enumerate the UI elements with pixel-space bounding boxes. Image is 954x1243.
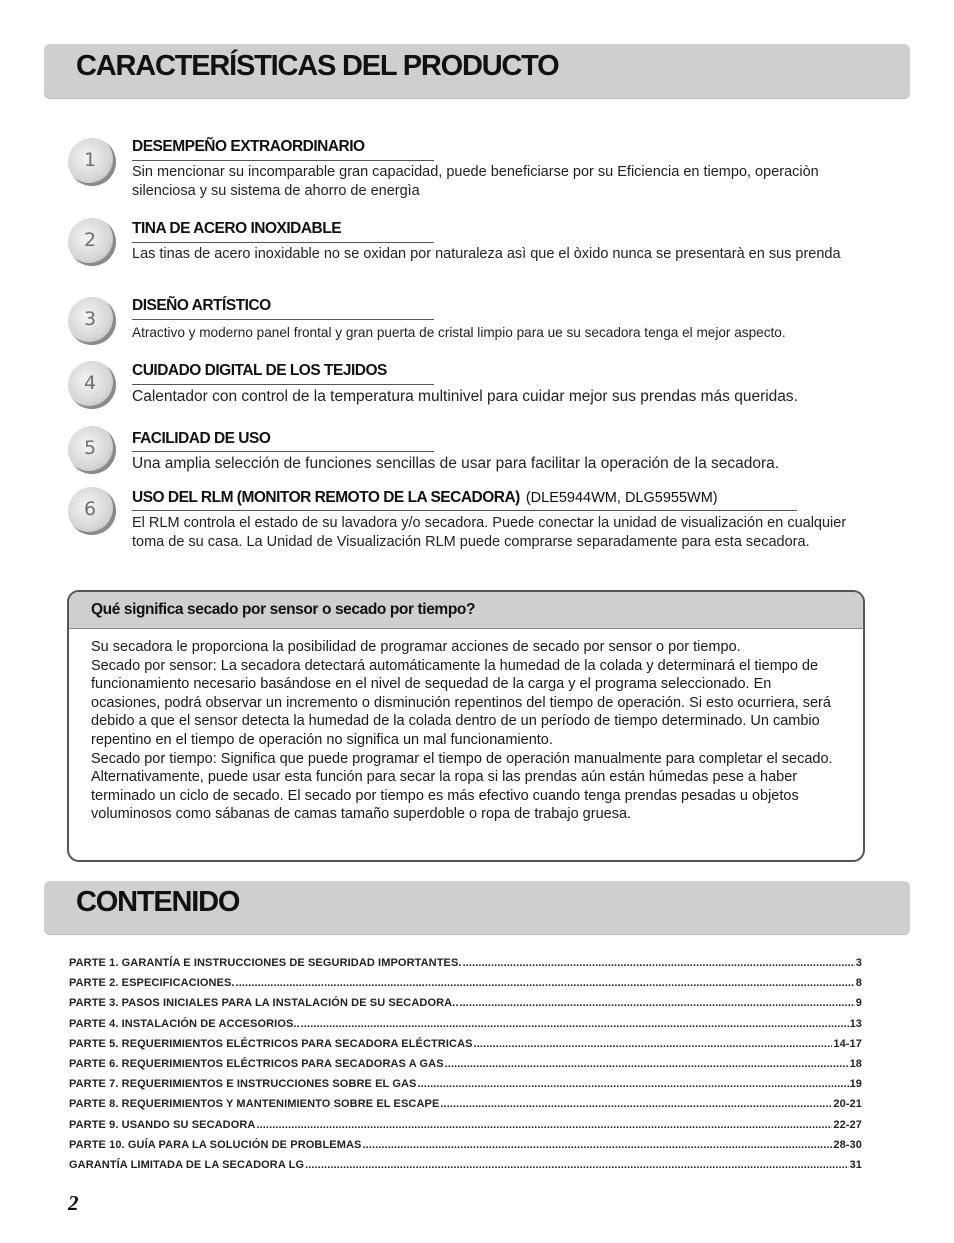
dot-leader xyxy=(362,1139,832,1151)
toc-label: PARTE 6. REQUERIMIENTOS ELÉCTRICOS PARA SECADORAS A GAS xyxy=(69,1057,444,1070)
heading-underline xyxy=(132,384,434,385)
toc-label: PARTE 1. GARANTÍA E INSTRUCCIONES DE SEGURIDAD IMPORTANTES. xyxy=(69,957,462,969)
dot-leader xyxy=(305,1159,848,1171)
toc-entry[interactable] xyxy=(69,957,862,977)
toc-page: 20-21 xyxy=(833,1098,862,1111)
info-box xyxy=(67,590,865,862)
toc-page: 3 xyxy=(855,957,862,969)
dot-leader xyxy=(460,997,855,1009)
info-paragraph: Secado por tiempo: Significa que puede programar el tiempo de operación manualmente para completar el secado. Alternativamente, puede usar esta función para secar la ropa si las prendas aún están húmedas pese a haber terminado un ciclo de secado. El secado por tiempo es más efectivo cuando tenga prendas pesadas u objetos voluminosos como sábanas de camas tamaño superdoble o ropa de trabajo gruesa. xyxy=(91,750,833,823)
toc-entry[interactable] xyxy=(69,1038,862,1058)
feature-description: Una amplia selección de funciones sencillas de usar para facilitar la operación de la secadora. xyxy=(132,455,780,472)
toc-page: 13 xyxy=(849,1017,862,1030)
feature-description: Atractivo y moderno panel frontal y gran puerta de cristal limpio para ue su secadora tenga el mejor aspecto. xyxy=(132,325,786,340)
dot-leader xyxy=(301,1018,849,1030)
features-title: CARACTERÍSTICAS DEL PRODUCTO xyxy=(76,50,559,82)
feature-description: El RLM controla el estado de su lavadora y/o secadora. Puede conectar la unidad de visualización en cualquier toma de su casa. La Unidad de Visualización RLM puede comprarse separadamente para esta secadora. xyxy=(132,515,847,550)
number-badge: 6 xyxy=(68,487,116,535)
contents-title: CONTENIDO xyxy=(76,886,240,918)
toc-label: PARTE 3. PASOS INICIALES PARA LA INSTALACIÓN DE SU SECADORA.. xyxy=(69,997,459,1010)
toc-entry[interactable] xyxy=(69,1098,862,1118)
toc-entry[interactable] xyxy=(69,1139,862,1159)
info-paragraph: Secado por sensor: La secadora detectará automáticamente la humedad de la colada y determinará el tiempo de funcionamiento necesario basándose en el nivel de sequedad de la carga y el programa seleccionado. En ocasiones, podrá observar un incremento o disminución repentinos del tiempo de operación. Si esto ocurriera, será debido a que el sensor detecta la humedad de la colada dentro de un período de tiempo determinado. Un cambio repentino en el tiempo de operación no significa un mal funcionamiento. xyxy=(91,657,831,748)
toc-page: 9 xyxy=(855,997,862,1010)
feature-heading: DISEÑO ARTÍSTICO xyxy=(132,297,271,314)
dot-leader xyxy=(236,977,855,989)
feature-heading: CUIDADO DIGITAL DE LOS TEJIDOS xyxy=(132,362,387,379)
toc-entry[interactable] xyxy=(69,1018,862,1038)
toc-entry[interactable] xyxy=(69,1078,862,1098)
heading-underline xyxy=(132,451,434,452)
number-badge: 4 xyxy=(68,361,116,409)
info-box-body xyxy=(91,638,841,824)
feature-heading: TINA DE ACERO INOXIDABLE xyxy=(132,220,342,237)
toc-label: PARTE 2. ESPECIFICACIONES. xyxy=(69,977,235,990)
dot-leader xyxy=(445,1058,849,1070)
toc-label: GARANTÍA LIMITADA DE LA SECADORA LG xyxy=(69,1158,305,1171)
contents-banner xyxy=(44,881,910,934)
toc-entry[interactable] xyxy=(69,977,862,997)
toc-page: 18 xyxy=(849,1057,862,1070)
feature-heading: FACILIDAD DE USO xyxy=(132,430,271,447)
number-badge: 1 xyxy=(68,138,116,186)
info-paragraph: Su secadora le proporciona la posibilidad de programar acciones de secado por sensor o por tiempo. xyxy=(91,639,741,655)
toc-entry[interactable] xyxy=(69,1159,862,1179)
number-badge: 5 xyxy=(68,426,116,474)
toc-label: PARTE 7. REQUERIMIENTOS E INSTRUCCIONES SOBRE EL GAS xyxy=(69,1078,417,1091)
toc-entry[interactable] xyxy=(69,1058,862,1078)
feature-heading xyxy=(132,489,718,507)
dot-leader xyxy=(463,957,855,969)
toc-page: 31 xyxy=(849,1158,862,1171)
toc-entry[interactable] xyxy=(69,997,862,1017)
feature-description: Sin mencionar su incomparable gran capacidad, puede beneficiarse por su Eficiencia en tiempo, operaciòn silenciosa y su sistema de ahorro de energìa xyxy=(132,164,819,199)
number-badge: 3 xyxy=(68,297,116,345)
toc-label: PARTE 8. REQUERIMIENTOS Y MANTENIMIENTO SOBRE EL ESCAPE xyxy=(69,1098,440,1111)
dot-leader xyxy=(474,1038,833,1050)
dot-leader xyxy=(256,1119,832,1131)
dot-leader xyxy=(440,1098,832,1110)
page-number: 2 xyxy=(68,1191,79,1215)
toc-entry[interactable] xyxy=(69,1119,862,1139)
table-of-contents xyxy=(69,957,862,1179)
toc-page: 22-27 xyxy=(833,1118,862,1131)
toc-page: 14-17 xyxy=(833,1037,862,1050)
dot-leader xyxy=(417,1078,848,1090)
toc-label: PARTE 10. GUÍA PARA LA SOLUCIÓN DE PROBLEMAS xyxy=(69,1138,362,1151)
heading-underline xyxy=(132,160,434,161)
info-box-title: Qué significa secado por sensor o secado por tiempo? xyxy=(91,601,476,618)
toc-label: PARTE 5. REQUERIMIENTOS ELÉCTRICOS PARA SECADORA ELÉCTRICAS xyxy=(69,1037,473,1050)
toc-label: PARTE 9. USANDO SU SECADORA xyxy=(69,1118,256,1131)
heading-underline xyxy=(132,510,797,511)
heading-underline xyxy=(132,242,434,243)
feature-heading-text: USO DEL RLM (MONITOR REMOTO DE LA SECADORA) xyxy=(132,489,520,506)
info-box-header xyxy=(69,592,863,629)
feature-description: Las tinas de acero inoxidable no se oxidan por naturaleza asì que el òxido nunca se presentarà en sus prenda xyxy=(132,246,841,262)
toc-page: 19 xyxy=(849,1078,862,1091)
toc-page: 28-30 xyxy=(833,1138,862,1151)
toc-label: PARTE 4. INSTALACIÓN DE ACCESORIOS.. xyxy=(69,1017,300,1030)
heading-underline xyxy=(132,319,434,320)
number-badge: 2 xyxy=(68,218,116,266)
feature-description: Calentador con control de la temperatura multinivel para cuidar mejor sus prendas más queridas. xyxy=(132,388,798,405)
model-numbers: (DLE5944WM, DLG5955WM) xyxy=(525,490,718,506)
toc-page: 8 xyxy=(855,977,862,990)
feature-heading: DESEMPEÑO EXTRAORDINARIO xyxy=(132,138,365,155)
features-banner xyxy=(44,44,910,98)
